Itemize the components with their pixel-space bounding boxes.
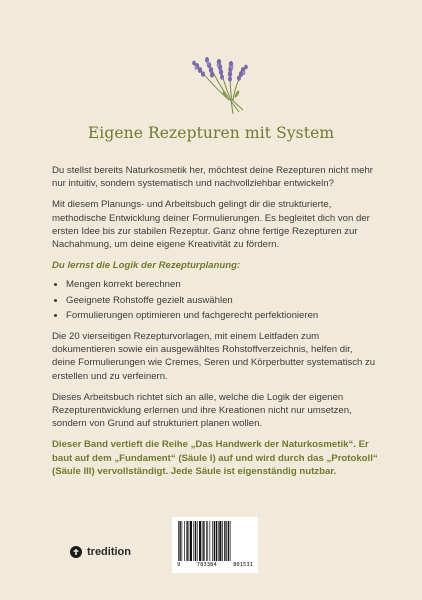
- audience-paragraph: Dieses Arbeitsbuch richtet sich an alle, welche die Logik der eigenen Rezepturentwicklung erlernen und ihre Kreationen nicht nur umsetzen, sondern von Grund auf strukturiert planen wollen.: [52, 391, 352, 430]
- bullet-list: [52, 278, 378, 322]
- intro-paragraph: Du stellst bereits Naturkosmetik her, möchtest deine Rezepturen nicht mehr nur intuitiv, sondern systematisch und nachvollziehbar entwickeln?: [52, 165, 374, 190]
- barcode-bars: [177, 521, 253, 561]
- publisher-name: tredition: [87, 546, 131, 558]
- publisher-logo: [70, 546, 131, 558]
- lavender-bouquet-icon: [183, 56, 255, 118]
- series-note: Dieser Band vertieft die Reihe „Das Handwerk der Naturkosmetik“. Er baut auf dem „Fundament“ (Säule I) auf und wird durch das „Protokoll“ (Säule III) vervollständigt. Jede Säule ist eigenständig nutzbar.: [52, 439, 378, 477]
- blurb: [52, 164, 378, 486]
- list-item: • Geeignete Rohstoffe gezielt auswählen: [66, 294, 378, 307]
- page-title: Eigene Rezepturen mit System: [87, 124, 335, 142]
- subheading: Du lernst die Logik der Rezepturplanung:: [52, 260, 241, 272]
- list-item: • Mengen korrekt berechnen: [66, 278, 378, 291]
- list-item: • Formulierungen optimieren und fachgerecht perfektionieren: [66, 309, 378, 322]
- barcode-digits: [177, 562, 253, 568]
- barcode-group-1: 783384: [196, 562, 217, 568]
- barcode-lead-digit: 9: [177, 562, 181, 568]
- barcode-group-2: 801531: [233, 562, 253, 568]
- tredition-logo-icon: [70, 546, 82, 558]
- isbn-barcode: [172, 517, 258, 573]
- templates-paragraph: Die 20 vierseitigen Rezepturvorlagen, mit einem Leitfaden zum dokumentieren sowie ein ausgewähltes Rohstoffverzeichnis, helfen dir, deine Formulierungen wie Cremes, Seren und Körperbutter systematisch zu erstellen und zu verfeinern.: [52, 331, 376, 382]
- description-paragraph: Mit diesem Planungs- und Arbeitsbuch gelingt dir die strukturierte, methodische Entwicklung deiner Formulierungen. Es begleitet dich von der ersten Idee bis zur stabilen Rezeptur. Ganz ohne fertige Rezepturen zur Nachahmung, um deine eigene Kreativität zu fördern.: [52, 199, 370, 251]
